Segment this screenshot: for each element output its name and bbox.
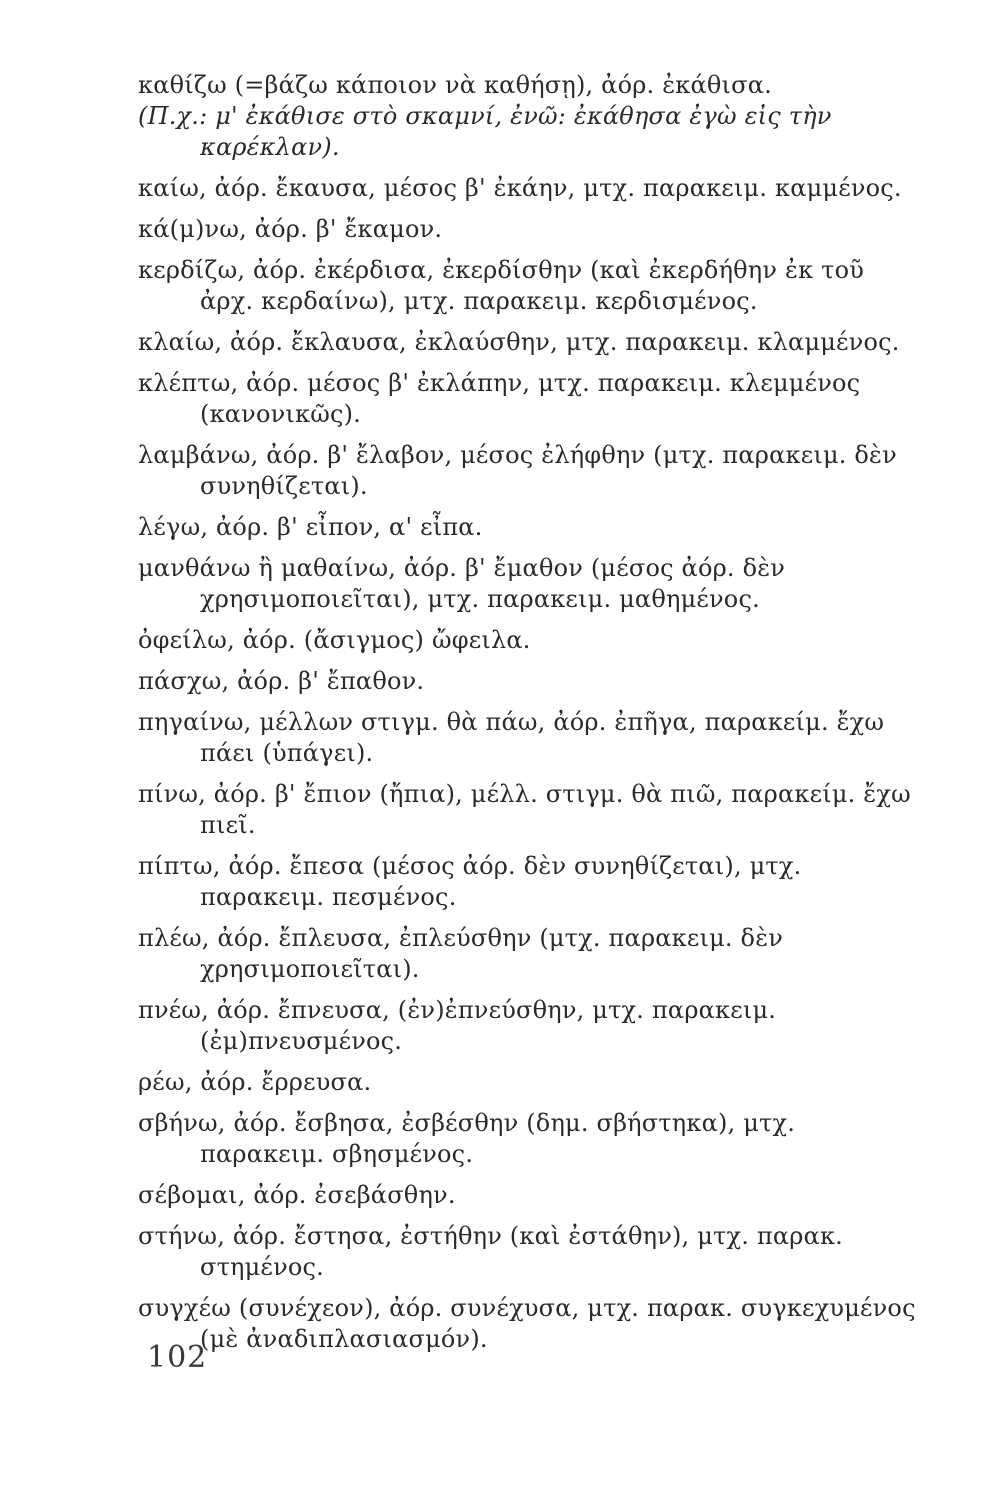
verb-entry-text: στήνω, ἀόρ. ἔστησα, ἐστήθην (καὶ ἐστάθην), μτχ. παρακ. στημένος.	[138, 1222, 844, 1281]
verb-entry-text: πίνω, ἀόρ. β' ἔπιον (ἤπια), μέλλ. στιγμ. θὰ πιῶ, παρακείμ. ἔχω πιεῖ.	[138, 780, 911, 839]
verb-entry	[138, 70, 918, 163]
verb-entry	[138, 553, 918, 615]
verb-entry	[138, 1067, 918, 1098]
verb-entry-text: καθίζω (=βάζω κάποιον νὰ καθήσῃ), ἀόρ. ἐκάθισα.	[138, 71, 772, 99]
verb-entry-text: μανθάνω ἢ μαθαίνω, ἀόρ. β' ἔμαθον (μέσος ἀόρ. δὲν χρησιμοποιεῖται), μτχ. παρακειμ. μαθημένος.	[138, 554, 786, 613]
verb-entry-text: κά(μ)νω, ἀόρ. β' ἔκαμον.	[138, 215, 443, 243]
verb-entry	[138, 173, 918, 204]
verb-entry	[138, 327, 918, 358]
verb-entry-text: ὀφείλω, ἀόρ. (ἄσιγμος) ὤφειλα.	[138, 626, 531, 654]
verb-entry	[138, 1221, 918, 1283]
verb-entry-text: κλαίω, ἀόρ. ἔκλαυσα, ἐκλαύσθην, μτχ. παρακειμ. κλαμμένος.	[138, 328, 900, 356]
verb-entry	[138, 707, 918, 769]
verb-entry-text: πηγαίνω, μέλλων στιγμ. θὰ πάω, ἀόρ. ἐπῆγα, παρακείμ. ἔχω πάει (ὑπάγει).	[138, 708, 885, 767]
verb-entry	[138, 368, 918, 430]
verb-entry-text: λέγω, ἀόρ. β' εἶπον, α' εἶπα.	[138, 513, 483, 541]
verb-entry-text: πίπτω, ἀόρ. ἔπεσα (μέσος ἀόρ. δὲν συνηθίζεται), μτχ. παρακειμ. πεσμένος.	[138, 852, 802, 911]
verb-entry	[138, 1293, 918, 1355]
verb-entry-example: (Π.χ.: μ' ἐκάθισε στὸ σκαμνί, ἐνῶ: ἐκάθησα ἐγὼ εἰς τὴν καρέκλαν).	[138, 102, 832, 161]
verb-entry-list	[138, 70, 918, 1365]
verb-entry-text: πάσχω, ἀόρ. β' ἔπαθον.	[138, 667, 425, 695]
verb-entry	[138, 995, 918, 1057]
verb-entry	[138, 255, 918, 317]
verb-entry-text: σέβομαι, ἀόρ. ἐσεβάσθην.	[138, 1181, 456, 1209]
verb-entry	[138, 923, 918, 985]
verb-entry-text: κλέπτω, ἀόρ. μέσος β' ἐκλάπην, μτχ. παρακειμ. κλεμμένος (κανονικῶς).	[138, 369, 861, 428]
verb-entry	[138, 1180, 918, 1211]
verb-entry	[138, 779, 918, 841]
verb-entry	[138, 440, 918, 502]
verb-entry-text: καίω, ἀόρ. ἔκαυσα, μέσος β' ἐκάην, μτχ. παρακειμ. καμμένος.	[138, 174, 902, 202]
verb-entry-text: συγχέω (συνέχεον), ἀόρ. συνέχυσα, μτχ. παρακ. συγκεχυμένος (μὲ ἀναδιπλασιασμόν).	[138, 1294, 916, 1353]
verb-entry	[138, 666, 918, 697]
verb-entry	[138, 851, 918, 913]
verb-entry	[138, 1108, 918, 1170]
verb-entry-text: σβήνω, ἀόρ. ἔσβησα, ἐσβέσθην (δημ. σβήστηκα), μτχ. παρακειμ. σβησμένος.	[138, 1109, 796, 1168]
verb-entry-text: ρέω, ἀόρ. ἔρρευσα.	[138, 1068, 372, 1096]
page-number: 102	[147, 1340, 208, 1375]
verb-entry-text: πνέω, ἀόρ. ἔπνευσα, (ἐν)ἐπνεύσθην, μτχ. παρακειμ. (ἐμ)πνευσμένος.	[138, 996, 777, 1055]
verb-entry	[138, 512, 918, 543]
verb-entry-text: κερδίζω, ἀόρ. ἐκέρδισα, ἐκερδίσθην (καὶ ἐκερδήθην ἐκ τοῦ ἀρχ. κερδαίνω), μτχ. παρακειμ. κερδισμένος.	[138, 256, 865, 315]
verb-entry	[138, 625, 918, 656]
verb-entry-text: πλέω, ἀόρ. ἔπλευσα, ἐπλεύσθην (μτχ. παρακειμ. δὲν χρησιμοποιεῖται).	[138, 924, 784, 983]
verb-entry	[138, 214, 918, 245]
verb-entry-text: λαμβάνω, ἀόρ. β' ἔλαβον, μέσος ἐλήφθην (μτχ. παρακειμ. δὲν συνηθίζεται).	[138, 441, 897, 500]
